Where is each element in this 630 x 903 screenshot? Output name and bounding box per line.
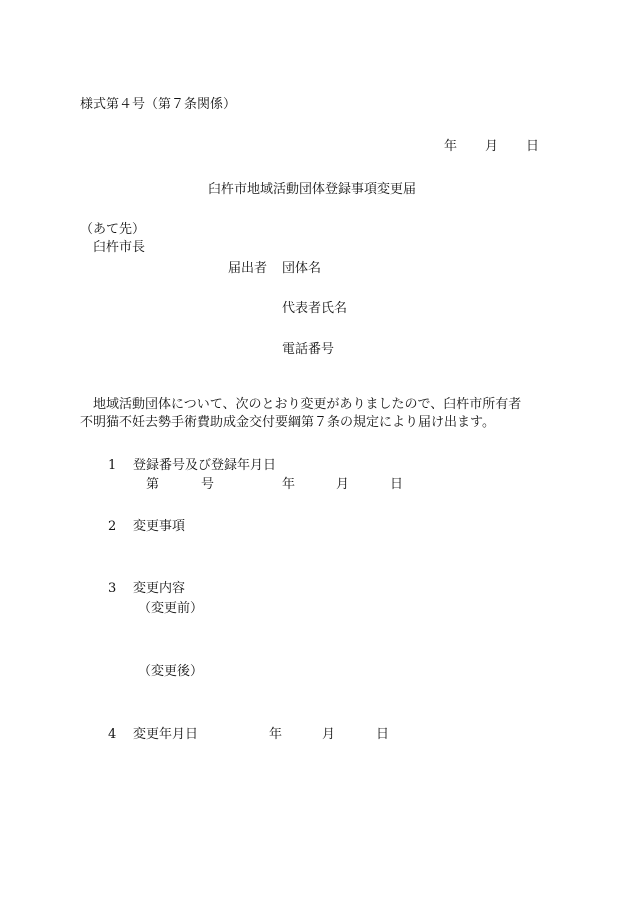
item3-number: 3 bbox=[108, 581, 117, 596]
document-title: 臼杵市地域活動団体登録事項変更届 bbox=[208, 182, 417, 197]
item3-before-label: （変更前） bbox=[138, 601, 204, 616]
item1-gou: 号 bbox=[201, 477, 215, 492]
item1-day: 日 bbox=[390, 477, 404, 492]
date-day-label: 日 bbox=[526, 139, 540, 154]
item1-number: 1 bbox=[108, 458, 117, 473]
body-text-line2: 不明猫不妊去勢手術費助成金交付要綱第７条の規定により届け出ます。 bbox=[80, 415, 495, 430]
form-number: 様式第４号（第７条関係） bbox=[80, 97, 237, 112]
item4-year: 年 bbox=[269, 727, 283, 742]
item2-label: 変更事項 bbox=[133, 519, 186, 534]
item1-month: 月 bbox=[336, 477, 350, 492]
item4-day: 日 bbox=[376, 727, 390, 742]
addressee-label: （あて先） bbox=[80, 222, 146, 237]
item1-label: 登録番号及び登録年月日 bbox=[133, 458, 277, 473]
item2-number: 2 bbox=[108, 519, 117, 534]
item4-number: 4 bbox=[108, 727, 117, 742]
item1-dai: 第 bbox=[146, 477, 160, 492]
item4-label: 変更年月日 bbox=[133, 727, 199, 742]
phone-label: 電話番号 bbox=[282, 342, 335, 357]
item4-month: 月 bbox=[322, 727, 336, 742]
group-name-label: 団体名 bbox=[282, 261, 322, 276]
item1-year: 年 bbox=[282, 477, 296, 492]
addressee-name: 臼杵市長 bbox=[93, 240, 146, 255]
notifier-label: 届出者 bbox=[228, 261, 268, 276]
item3-after-label: （変更後） bbox=[138, 664, 204, 679]
body-text-line1: 地域活動団体について、次のとおり変更がありましたので、臼杵市所有者 bbox=[93, 397, 522, 412]
representative-label: 代表者氏名 bbox=[282, 301, 348, 316]
item3-label: 変更内容 bbox=[133, 581, 186, 596]
date-year-label: 年 bbox=[444, 139, 458, 154]
date-month-label: 月 bbox=[485, 139, 499, 154]
